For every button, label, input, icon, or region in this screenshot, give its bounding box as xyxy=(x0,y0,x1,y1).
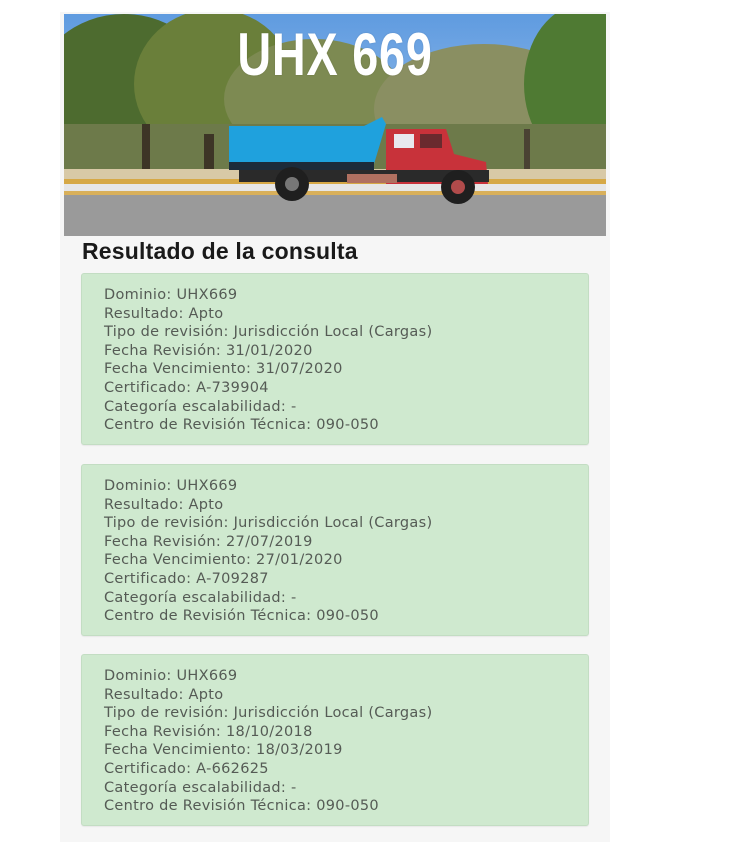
result-card xyxy=(81,273,589,445)
result-card xyxy=(81,654,589,826)
fecha-vencimiento-field: Fecha Vencimiento: 27/01/2020 xyxy=(104,552,343,569)
dominio-field: Dominio: UHX669 xyxy=(104,668,238,684)
categoria-field: Categoría escalabilidad: - xyxy=(104,589,297,606)
resultado-field: Resultado: Apto xyxy=(104,686,224,703)
certificado-field: Certificado: A-739904 xyxy=(104,379,269,396)
fecha-revision-field: Fecha Revisión: 18/10/2018 xyxy=(104,723,313,740)
certificado-field: Certificado: A-709287 xyxy=(104,570,269,587)
fecha-vencimiento-field: Fecha Vencimiento: 31/07/2020 xyxy=(104,361,343,378)
centro-revision-field: Centro de Revisión Técnica: 090-050 xyxy=(104,608,379,625)
result-card xyxy=(81,464,589,636)
dominio-field: Dominio: UHX669 xyxy=(104,478,238,494)
dominio-field: Dominio: UHX669 xyxy=(104,287,238,303)
certificado-field: Certificado: A-662625 xyxy=(104,760,269,777)
tipo-revision-field: Tipo de revisión: Jurisdicción Local (Cargas) xyxy=(104,324,433,341)
plate-overlay-text: UHX 669 xyxy=(237,21,433,88)
resultado-field: Resultado: Apto xyxy=(104,496,224,513)
categoria-field: Categoría escalabilidad: - xyxy=(104,779,297,796)
tipo-revision-field: Tipo de revisión: Jurisdicción Local (Cargas) xyxy=(104,515,433,532)
page-title: Resultado de la consulta xyxy=(82,238,358,264)
resultado-field: Resultado: Apto xyxy=(104,305,224,322)
categoria-field: Categoría escalabilidad: - xyxy=(104,398,297,415)
tipo-revision-field: Tipo de revisión: Jurisdicción Local (Cargas) xyxy=(104,705,433,722)
result-page xyxy=(60,12,610,842)
centro-revision-field: Centro de Revisión Técnica: 090-050 xyxy=(104,417,379,434)
fecha-vencimiento-field: Fecha Vencimiento: 18/03/2019 xyxy=(104,742,343,759)
vehicle-photo xyxy=(64,14,606,236)
centro-revision-field: Centro de Revisión Técnica: 090-050 xyxy=(104,798,379,815)
fecha-revision-field: Fecha Revisión: 27/07/2019 xyxy=(104,533,313,550)
fecha-revision-field: Fecha Revisión: 31/01/2020 xyxy=(104,342,313,359)
